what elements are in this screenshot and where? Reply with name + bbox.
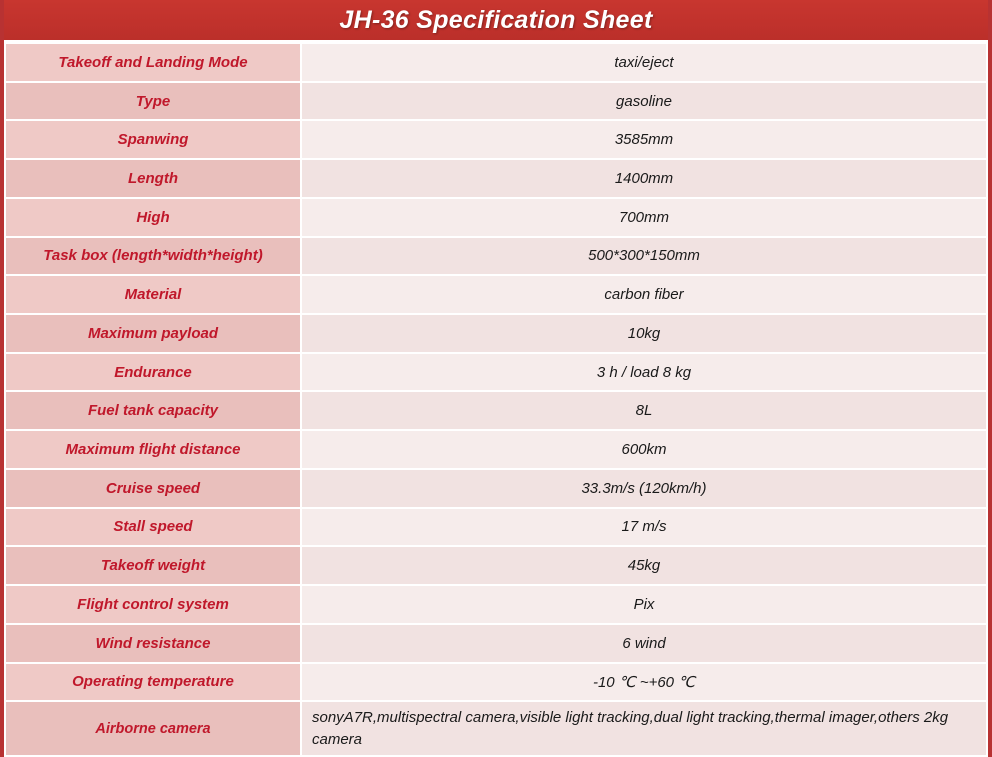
- spec-value: 33.3m/s (120km/h): [301, 469, 987, 508]
- spec-value: 8L: [301, 391, 987, 430]
- spec-value: 500*300*150mm: [301, 237, 987, 276]
- spec-value: 1400mm: [301, 159, 987, 198]
- spec-label: Fuel tank capacity: [5, 391, 301, 430]
- table-row: [5, 430, 987, 469]
- spec-value: gasoline: [301, 82, 987, 121]
- spec-label: Flight control system: [5, 585, 301, 624]
- table-row: [5, 82, 987, 121]
- table-row: [5, 469, 987, 508]
- spec-value: 3585mm: [301, 120, 987, 159]
- spec-label: Maximum payload: [5, 314, 301, 353]
- table-row: [5, 275, 987, 314]
- table-row: [5, 624, 987, 663]
- table-row: [5, 353, 987, 392]
- table-row: [5, 546, 987, 585]
- spec-label: Length: [5, 159, 301, 198]
- specification-table: [4, 42, 988, 757]
- spec-label: Spanwing: [5, 120, 301, 159]
- spec-value: 600km: [301, 430, 987, 469]
- spec-label: Takeoff weight: [5, 546, 301, 585]
- table-row: [5, 391, 987, 430]
- table-row: [5, 663, 987, 702]
- table-row: [5, 198, 987, 237]
- spec-value: -10 ℃ ~+60 ℃: [301, 663, 987, 702]
- table-row: [5, 120, 987, 159]
- table-row: [5, 237, 987, 276]
- spec-value: taxi/eject: [301, 43, 987, 82]
- table-row: [5, 701, 987, 756]
- table-row: [5, 508, 987, 547]
- spec-value: sonyA7R,multispectral camera,visible light tracking,dual light tracking,thermal imager,others 2kg camera: [301, 701, 987, 756]
- spec-value: 6 wind: [301, 624, 987, 663]
- spec-label: Airborne camera: [5, 701, 301, 756]
- spec-value: 45kg: [301, 546, 987, 585]
- spec-label: Task box (length*width*height): [5, 237, 301, 276]
- spec-value: 10kg: [301, 314, 987, 353]
- table-row: [5, 585, 987, 624]
- spec-value: 17 m/s: [301, 508, 987, 547]
- spec-label: Cruise speed: [5, 469, 301, 508]
- spec-label: Material: [5, 275, 301, 314]
- spec-value: Pix: [301, 585, 987, 624]
- table-row: [5, 159, 987, 198]
- spec-value: 700mm: [301, 198, 987, 237]
- spec-value: 3 h / load 8 kg: [301, 353, 987, 392]
- spec-value: carbon fiber: [301, 275, 987, 314]
- spec-label: Endurance: [5, 353, 301, 392]
- spec-label: Wind resistance: [5, 624, 301, 663]
- spec-label: High: [5, 198, 301, 237]
- sheet-title-bar: [4, 0, 988, 42]
- page-title: JH-36 Specification Sheet: [339, 5, 653, 34]
- spec-label: Operating temperature: [5, 663, 301, 702]
- table-row: [5, 43, 987, 82]
- spec-label: Type: [5, 82, 301, 121]
- table-row: [5, 314, 987, 353]
- spec-label: Maximum flight distance: [5, 430, 301, 469]
- spec-label: Takeoff and Landing Mode: [5, 43, 301, 82]
- spec-label: Stall speed: [5, 508, 301, 547]
